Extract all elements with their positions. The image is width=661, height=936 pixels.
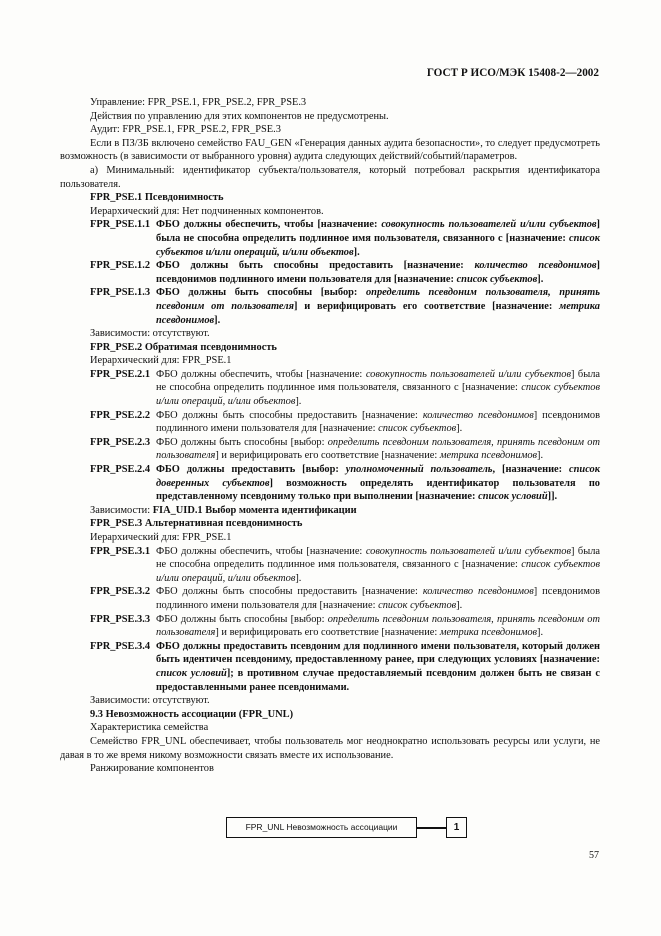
component-ranking-label: Ранжирование компонентов	[90, 763, 214, 775]
component-title-pse1: FPR_PSE.1 Псевдонимность	[90, 192, 224, 204]
element-pse2-3: FPR_PSE.2.3 ФБО должны быть способны [выбор: определить псевдоним пользователя, принять псевдоним от пользователя] и верифицировать его соответствие [назначение: метрика псевдонимов].	[60, 436, 600, 463]
element-number: FPR_PSE.1.1	[90, 219, 151, 231]
element-number: FPR_PSE.3.1	[90, 545, 151, 557]
element-pse3-4: FPR_PSE.3.4 ФБО должны предоставить псевдоним для подлинного имени пользователя, который должен быть идентичен псевдониму, предоставленному ранее, при следующих условиях [назначение: список условий]; в противном случае предоставляемый псевдоним должен быть не связан с предоставленными ранее псевдонимами.	[60, 640, 600, 694]
dependencies-pse3: Зависимости: отсутствуют.	[90, 695, 210, 707]
element-number: FPR_PSE.3.2	[90, 586, 151, 598]
element-number: FPR_PSE.1.2	[90, 260, 151, 272]
family-characteristic-text: Семейство FPR_UNL обеспечивает, чтобы пользователь мог неоднократно использовать ресурсы или услуги, не давая в то же время никому возможности связать вместе их использование.	[60, 735, 600, 761]
element-pse3-2: FPR_PSE.3.2 ФБО должны быть способны предоставить [назначение: количество псевдонимов] псевдонимов подлинного имени пользователя для [назначение: список субъектов].	[60, 585, 600, 612]
element-number: FPR_PSE.2.3	[90, 436, 151, 448]
family-characteristic-label: Характеристика семейства	[90, 722, 209, 734]
management-line: Управление: FPR_PSE.1, FPR_PSE.2, FPR_PSE.3	[90, 97, 307, 108]
component-level-box: 1	[446, 817, 467, 838]
hierarchy-pse2: Иерархический для: FPR_PSE.1	[90, 355, 232, 367]
hierarchy-pse3: Иерархический для: FPR_PSE.1	[90, 532, 232, 543]
audit-line: Аудит: FPR_PSE.1, FPR_PSE.2, FPR_PSE.3	[90, 124, 281, 136]
element-pse3-1: FPR_PSE.3.1 ФБО должны обеспечить, чтобы [назначение: совокупность пользователей и/или субъектов] была не способна определить подлинное имя пользователя, связанного с [назначение: список субъектов и/или операций, и/или объектов].	[60, 545, 600, 586]
element-pse2-2: FPR_PSE.2.2 ФБО должны быть способны предоставить [назначение: количество псевдонимов] псевдонимов подлинного имени пользователя для [назначение: список субъектов].	[60, 409, 600, 436]
dependencies-pse2: Зависимости: FIA_UID.1 Выбор момента идентификации	[90, 504, 357, 516]
element-number: FPR_PSE.3.3	[90, 613, 151, 625]
element-number: FPR_PSE.2.2	[90, 409, 151, 421]
no-actions-line: Действия по управлению для этих компонентов не предусмотрены.	[90, 110, 389, 122]
element-number: FPR_PSE.2.4	[90, 464, 151, 476]
element-pse3-3: FPR_PSE.3.3 ФБО должны быть способны [выбор: определить псевдоним пользователя, принять псевдоним от пользователя] и верифицировать его соответствие [назначение: метрика псевдонимов].	[60, 613, 600, 640]
document-body	[60, 96, 600, 776]
element-number: FPR_PSE.2.1	[90, 368, 151, 380]
section-title-unl: 9.3 Невозможность ассоциации (FPR_UNL)	[90, 708, 294, 720]
element-pse2-1: FPR_PSE.2.1 ФБО должны обеспечить, чтобы [назначение: совокупность пользователей и/или субъектов] была не способна определить подлинное имя пользователя, связанного с [назначение: список субъектов и/или операций, и/или объектов].	[60, 368, 600, 409]
family-box: FPR_UNL Невозможность ассоциации	[226, 817, 417, 838]
page-number: 57	[589, 850, 599, 861]
component-title-pse3: FPR_PSE.3 Альтернативная псевдонимность	[90, 518, 303, 530]
element-pse1-2: FPR_PSE.1.2 ФБО должны быть способны предоставить [назначение: количество псевдонимов] псевдонимов подлинного имени пользователя для [назначение: список субъектов].	[60, 259, 600, 286]
dependencies-pse1: Зависимости: отсутствуют.	[90, 328, 210, 340]
audit-text: Если в ПЗ/ЗБ включено семейство FAU_GEN «Генерация данных аудита безопасности», то следует предусмотреть возможность (в зависимости от выбранного уровня) аудита следующих действий/событий/параметров.	[60, 137, 600, 163]
element-pse2-4: FPR_PSE.2.4 ФБО должны предоставить [выбор: уполномоченный пользователь, [назначение: список доверенных субъектов] возможность определять идентификатор пользователя по представленному псевдониму только при выполнении [назначение: список условий]].	[60, 463, 600, 504]
hierarchy-pse1: Иерархический для: Нет подчиненных компонентов.	[90, 205, 324, 217]
minimal-audit-item: а) Минимальный: идентификатор субъекта/пользователя, который потребовал раскрытия идентификатора пользователя.	[60, 164, 600, 190]
element-pse1-1: FPR_PSE.1.1 ФБО должны обеспечить, чтобы [назначение: совокупность пользователей и/или субъектов] была не способна определить подлинное имя пользователя, связанного с [назначение: список субъектов и/или операций, и/или объектов].	[60, 218, 600, 259]
component-title-pse2: FPR_PSE.2 Обратимая псевдонимность	[90, 341, 277, 353]
component-ranking-diagram	[0, 817, 661, 841]
element-number: FPR_PSE.1.3	[90, 287, 151, 299]
connector-line	[417, 827, 446, 829]
element-number: FPR_PSE.3.4	[90, 640, 151, 652]
standard-header: ГОСТ Р ИСО/МЭК 15408-2—2002	[426, 67, 599, 79]
element-pse1-3: FPR_PSE.1.3 ФБО должны быть способны [выбор: определить псевдоним пользователя, принять псевдоним от пользователя] и верифицировать его соответствие [назначение: метрика псевдонимов].	[60, 286, 600, 327]
